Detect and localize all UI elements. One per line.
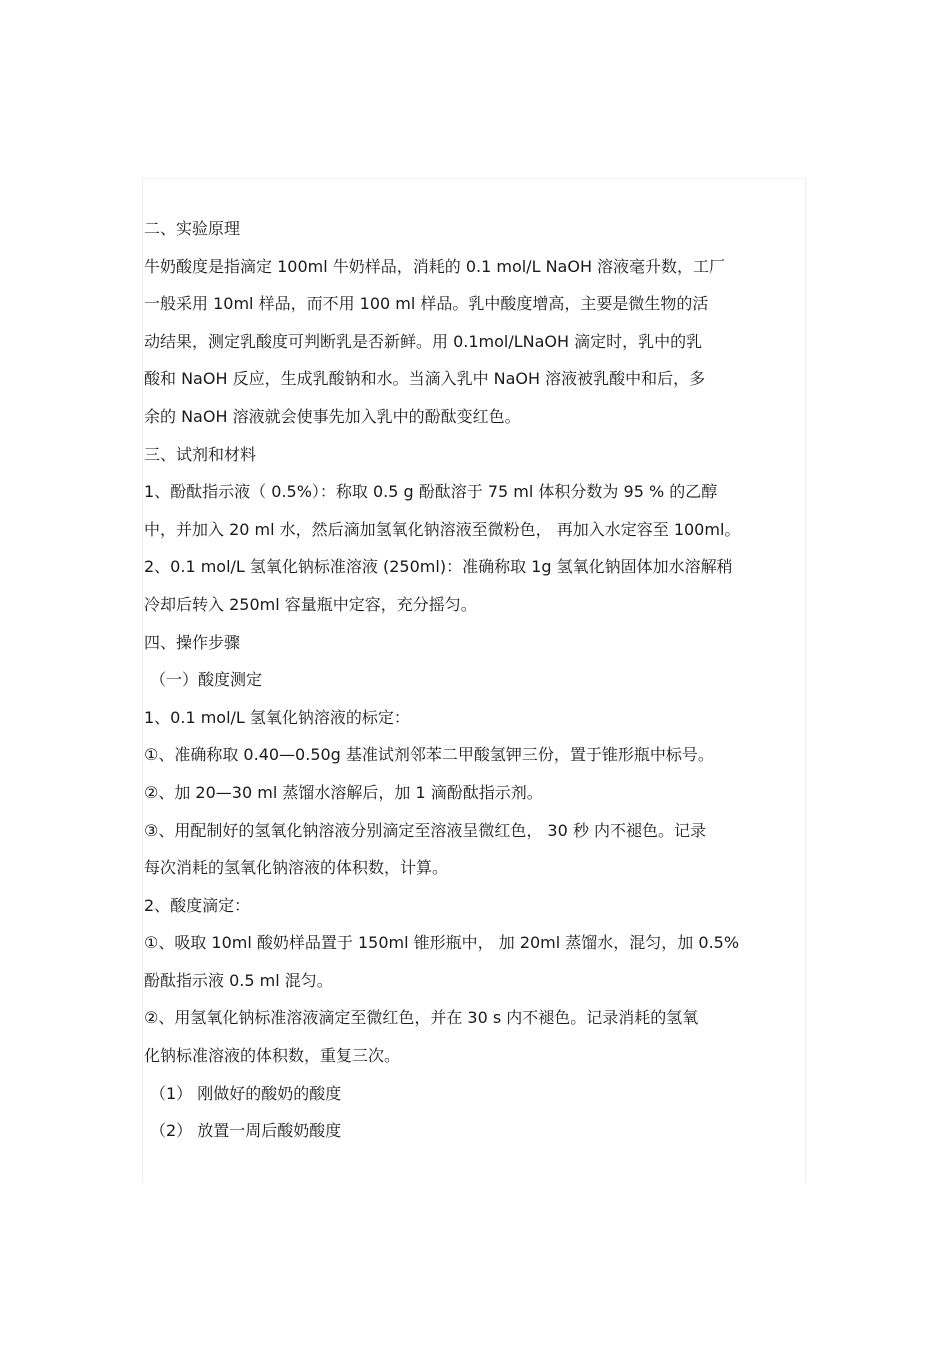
paragraph-line: 酸和 NaOH 反应，生成乳酸钠和水。当滴入乳中 NaOH 溶液被乳酸中和后，多 xyxy=(144,369,706,389)
subsection-heading: （一）酸度测定 xyxy=(150,670,263,690)
paragraph-line: 冷却后转入 250ml 容量瓶中定容，充分摇匀。 xyxy=(144,594,477,614)
paragraph-line: 一般采用 10ml 样品，而不用 100 ml 样品。乳中酸度增高，主要是微生物的活 xyxy=(144,294,709,314)
paragraph-line: ①、准确称取 0.40—0.50g 基准试剂邻苯二甲酸氢钾三份，置于锥形瓶中标号。 xyxy=(144,745,714,765)
paragraph-line: 中，并加入 20 ml 水，然后滴加氢氧化钠溶液至微粉色， 再加入水定容至 100ml。 xyxy=(144,519,741,539)
paragraph-line: 化钠标准溶液的体积数，重复三次。 xyxy=(144,1046,401,1066)
paragraph-line: ②、用氢氧化钠标准溶液滴定至微红色，并在 30 s 内不褪色。记录消耗的氢氧 xyxy=(144,1008,699,1028)
document-body xyxy=(144,210,812,1150)
list-item: （1） 刚做好的酸奶的酸度 xyxy=(150,1083,342,1103)
paragraph-line: 1、0.1 mol/L 氢氧化钠溶液的标定： xyxy=(144,707,410,727)
paragraph-line: ②、加 20—30 ml 蒸馏水溶解后，加 1 滴酚酞指示剂。 xyxy=(144,782,543,802)
paragraph-line: 酚酞指示液 0.5 ml 混匀。 xyxy=(144,970,333,990)
paragraph-line: ③、用配制好的氢氧化钠溶液分别滴定至溶液呈微红色， 30 秒 内不褪色。记录 xyxy=(144,820,706,840)
paragraph-line: 2、0.1 mol/L 氢氧化钠标准溶液 (250ml)：准确称取 1g 氢氧化钠固体加水溶解稍 xyxy=(144,557,733,577)
paragraph-line: 每次消耗的氢氧化钠溶液的体积数，计算。 xyxy=(144,858,449,878)
paragraph-line: 牛奶酸度是指滴定 100ml 牛奶样品，消耗的 0.1 mol/L NaOH 溶液毫升数，工厂 xyxy=(144,256,726,276)
paragraph-line: 余的 NaOH 溶液就会使事先加入乳中的酚酞变红色。 xyxy=(144,406,521,426)
section-heading-principle: 二、实验原理 xyxy=(144,219,241,238)
section-heading-procedure: 四、操作步骤 xyxy=(144,632,241,652)
paragraph-line: 2、酸度滴定： xyxy=(144,895,251,915)
paragraph-line: ①、吸取 10ml 酸奶样品置于 150ml 锥形瓶中， 加 20ml 蒸馏水，混匀，加 0.5% xyxy=(144,933,740,953)
paragraph-line: 动结果，测定乳酸度可判断乳是否新鲜。用 0.1mol/LNaOH 滴定时，乳中的乳 xyxy=(144,331,703,351)
section-heading-reagents: 三、试剂和材料 xyxy=(144,444,257,464)
list-item: （2） 放置一周后酸奶酸度 xyxy=(150,1121,342,1141)
paragraph-line: 1、酚酞指示液（ 0.5%）：称取 0.5 g 酚酞溶于 75 ml 体积分数为 95 % 的乙醇 xyxy=(144,482,718,502)
